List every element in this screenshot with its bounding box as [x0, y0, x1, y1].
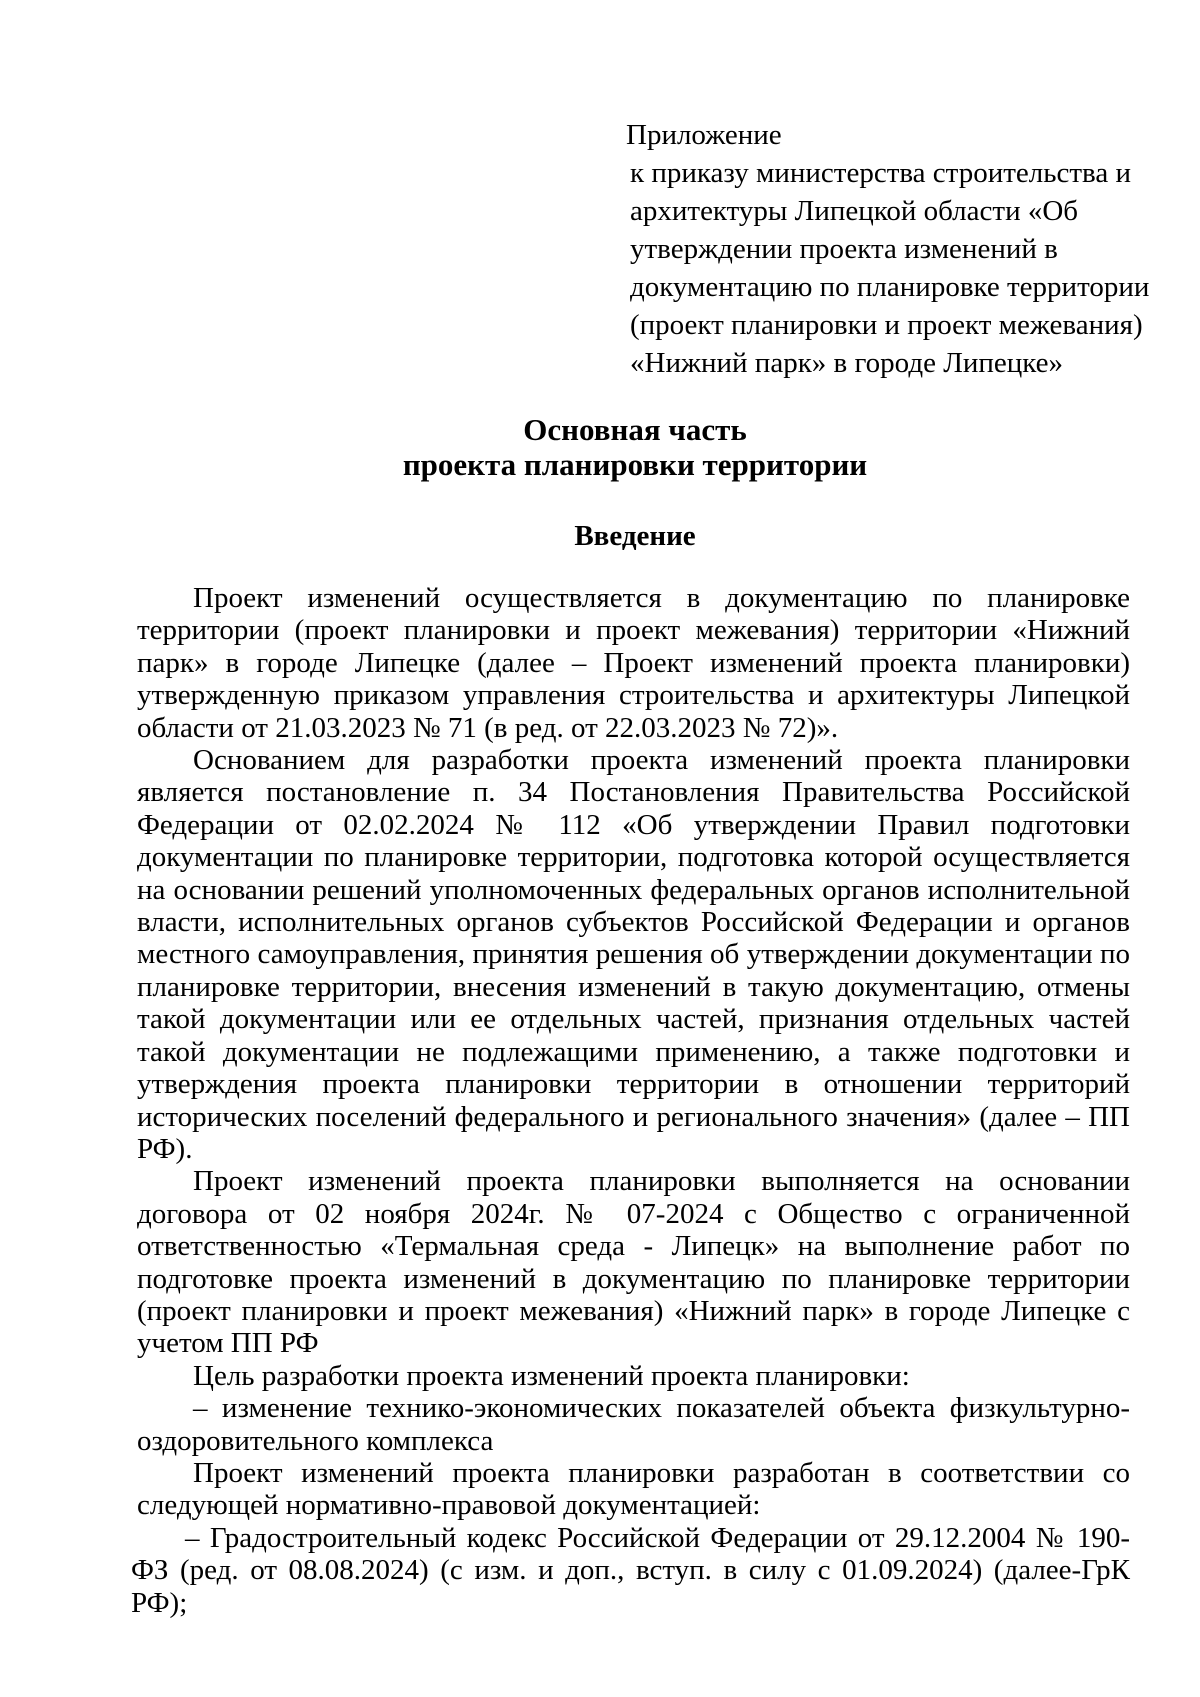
appendix-line: (проект планировки и проект межевания) — [630, 309, 1143, 341]
appendix-line: «Нижний парк» в городе Липецке» — [630, 347, 1064, 379]
paragraph: Основанием для разработки проекта изменений проекта планировки является постановление п. 34 Постановления Правительства Российской Федерации от 02.02.2024 № 112 «Об утверждении Правил подготовки документации по планировке территории, подготовка которой осуществляется на основании решений уполномоченных федеральных органов исполнительной власти, исполнительных органов субъектов Российской Федерации и органов местного самоуправления, принятия решения об утверждении документации по планировке территории, внесения изменений в такую документацию, отмены такой документации или ее отдельных частей, признания отдельных частей такой документации не подлежащими применению, а также подготовки и утверждения проекта планировки территории в отношении территорий исторических поселений федерального и регионального значения» (далее – ПП РФ). — [137, 744, 1130, 1165]
document-title-line-2: проекта планировки территории — [402, 447, 868, 482]
paragraph: Проект изменений проекта планировки разработан в соответствии со следующей нормативно-правовой документацией: — [137, 1456, 1130, 1522]
appendix-line: к приказу министерства строительства и — [630, 157, 1131, 189]
appendix-line: документацию по планировке территории — [630, 271, 1150, 303]
appendix-label: Приложение — [626, 119, 782, 151]
appendix-line: утверждении проекта изменений в — [630, 233, 1058, 265]
paragraph: Проект изменений проекта планировки выполняется на основании договора от 02 ноября 2024г. № 07-2024 с Общество с ограниченной ответственностью «Термальная среда - Липецк» на выполнение работ по подготовке проекта изменений в документацию по планировке территории (проект планировки и проект межевания) «Нижний парк» в городе Липецке с учетом ПП РФ — [137, 1165, 1130, 1360]
section-title: Введение — [574, 520, 696, 552]
document-body — [131, 582, 1130, 1619]
paragraph: Проект изменений осуществляется в документацию по планировке территории (проект планировки и проект межевания) территории «Нижний парк» в городе Липецке (далее – Проект изменений проекта планировки) утвержденную приказом управления строительства и архитектуры Липецкой области от 21.03.2023 № 71 (в ред. от 22.03.2023 № 72)». — [137, 582, 1130, 744]
document-title-line-1: Основная часть — [523, 412, 747, 447]
appendix-line: архитектуры Липецкой области «Об — [630, 195, 1079, 227]
paragraph: Цель разработки проекта изменений проекта планировки: — [193, 1359, 910, 1392]
list-item: – изменение технико-экономических показателей объекта физкультурно-оздоровительного комплекса — [137, 1392, 1130, 1457]
appendix-header — [626, 116, 1150, 382]
list-item: – Градостроительный кодекс Российской Федерации от 29.12.2004 № 190-ФЗ (ред. от 08.08.2024) (с изм. и доп., вступ. в силу с 01.09.2024) (далее-ГрК РФ); — [131, 1521, 1130, 1619]
